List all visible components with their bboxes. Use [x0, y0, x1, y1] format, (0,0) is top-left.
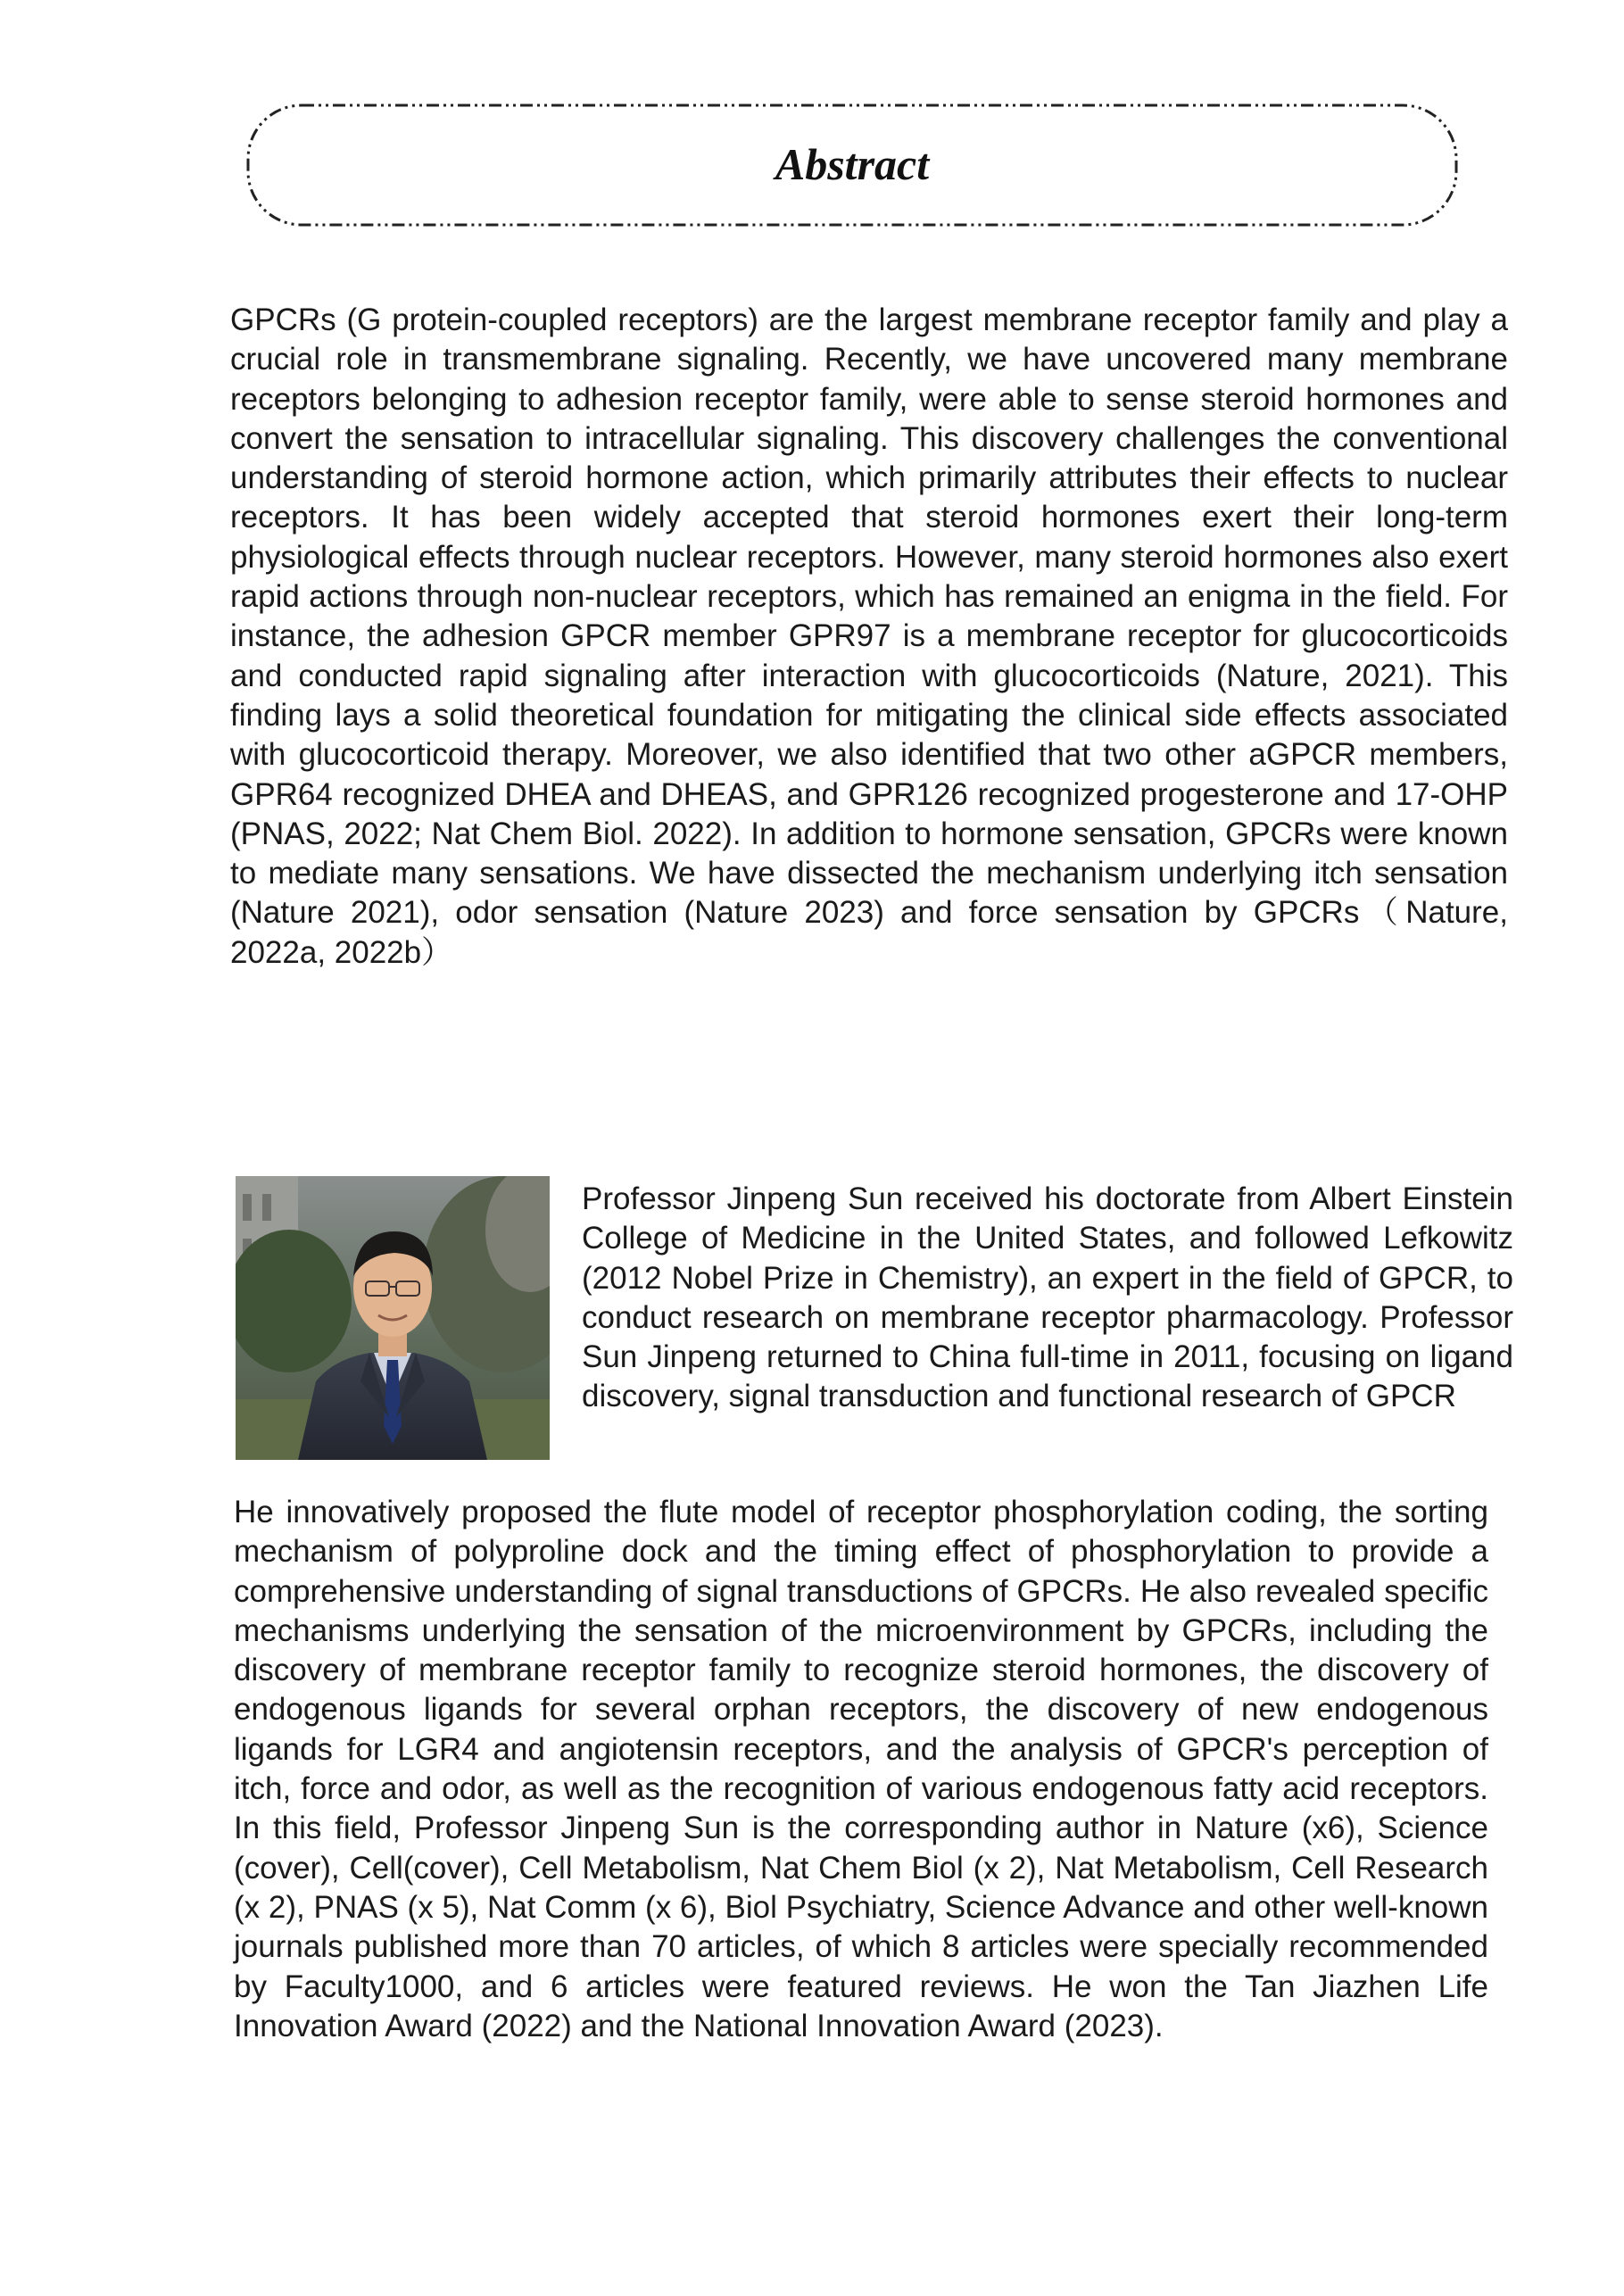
abstract-title: Abstract [775, 139, 930, 189]
abstract-paragraph: GPCRs (G protein-coupled receptors) are the largest membrane receptor family and play a crucial role in transmembrane signaling. Recently, we have uncovered many membrane receptors belonging to adhesion receptor family, were able to sense steroid hormones and convert the sensation to intracellular signaling. This discovery challenges the conventional understanding of steroid hormone action, which primarily attributes their effects to nuclear receptors. It has been widely accepted that steroid hormones exert their long-term physiological effects through nuclear receptors. However, many steroid hormones also exert rapid actions through non-nuclear receptors, which has remained an enigma in the field. For instance, the adhesion GPCR member GPR97 is a membrane receptor for glucocorticoids and conducted rapid signaling after interaction with glucocorticoids (Nature, 2021). This finding lays a solid theoretical foundation for mitigating the clinical side effects associated with glucocorticoid therapy. Moreover, we also identified that two other aGPCR members, GPR64 recognized DHEA and DHEAS, and GPR126 recognized progesterone and 17-OHP (PNAS, 2022; Nat Chem Biol. 2022). In addition to hormone sensation, GPCRs were known to mediate many sensations. We have dissected the mechanism underlying itch sensation (Nature 2021), odor sensation (Nature 2023) and force sensation by GPCRs（Nature, 2022a, 2022b） [230, 303, 1508, 970]
portrait-photo [236, 1176, 550, 1460]
bio-intro-paragraph: Professor Jinpeng Sun received his doctorate from Albert Einstein College of Medicine in the United States, and followed Lefkowitz (2012 Nobel Prize in Chemistry), an expert in the field of GPCR, to conduct research on membrane receptor pharmacology. Professor Sun Jinpeng returned to China full-time in 2011, focusing on ligand discovery, signal transduction and functional research of GPCR [582, 1181, 1513, 1414]
abstract-heading-frame [241, 98, 1463, 232]
bio-detail-paragraph: He innovatively proposed the flute model of receptor phosphorylation coding, the sorting mechanism of polyproline dock and the timing effect of phosphorylation to provide a comprehensive understanding of signal transductions of GPCRs. He also revealed specific mechanisms underlying the sensation of the microenvironment by GPCRs, including the discovery of membrane receptor family to recognize steroid hormones, the discovery of endogenous ligands for several orphan receptors, the discovery of new endogenous ligands for LGR4 and angiotensin receptors, and the analysis of GPCR's perception of itch, force and odor, as well as the recognition of various endogenous fatty acid receptors. In this field, Professor Jinpeng Sun is the corresponding author in Nature (x6), Science (cover), Cell(cover), Cell Metabolism, Nat Chem Biol (x 2), Nat Metabolism, Cell Research (x 2), PNAS (x 5), Nat Comm (x 6), Biol Psychiatry, Science Advance and other well-known journals published more than 70 articles, of which 8 articles were specially recommended by Faculty1000, and 6 articles were featured reviews. He won the Tan Jiazhen Life Innovation Award (2022) and the National Innovation Award (2023). [234, 1495, 1488, 2043]
